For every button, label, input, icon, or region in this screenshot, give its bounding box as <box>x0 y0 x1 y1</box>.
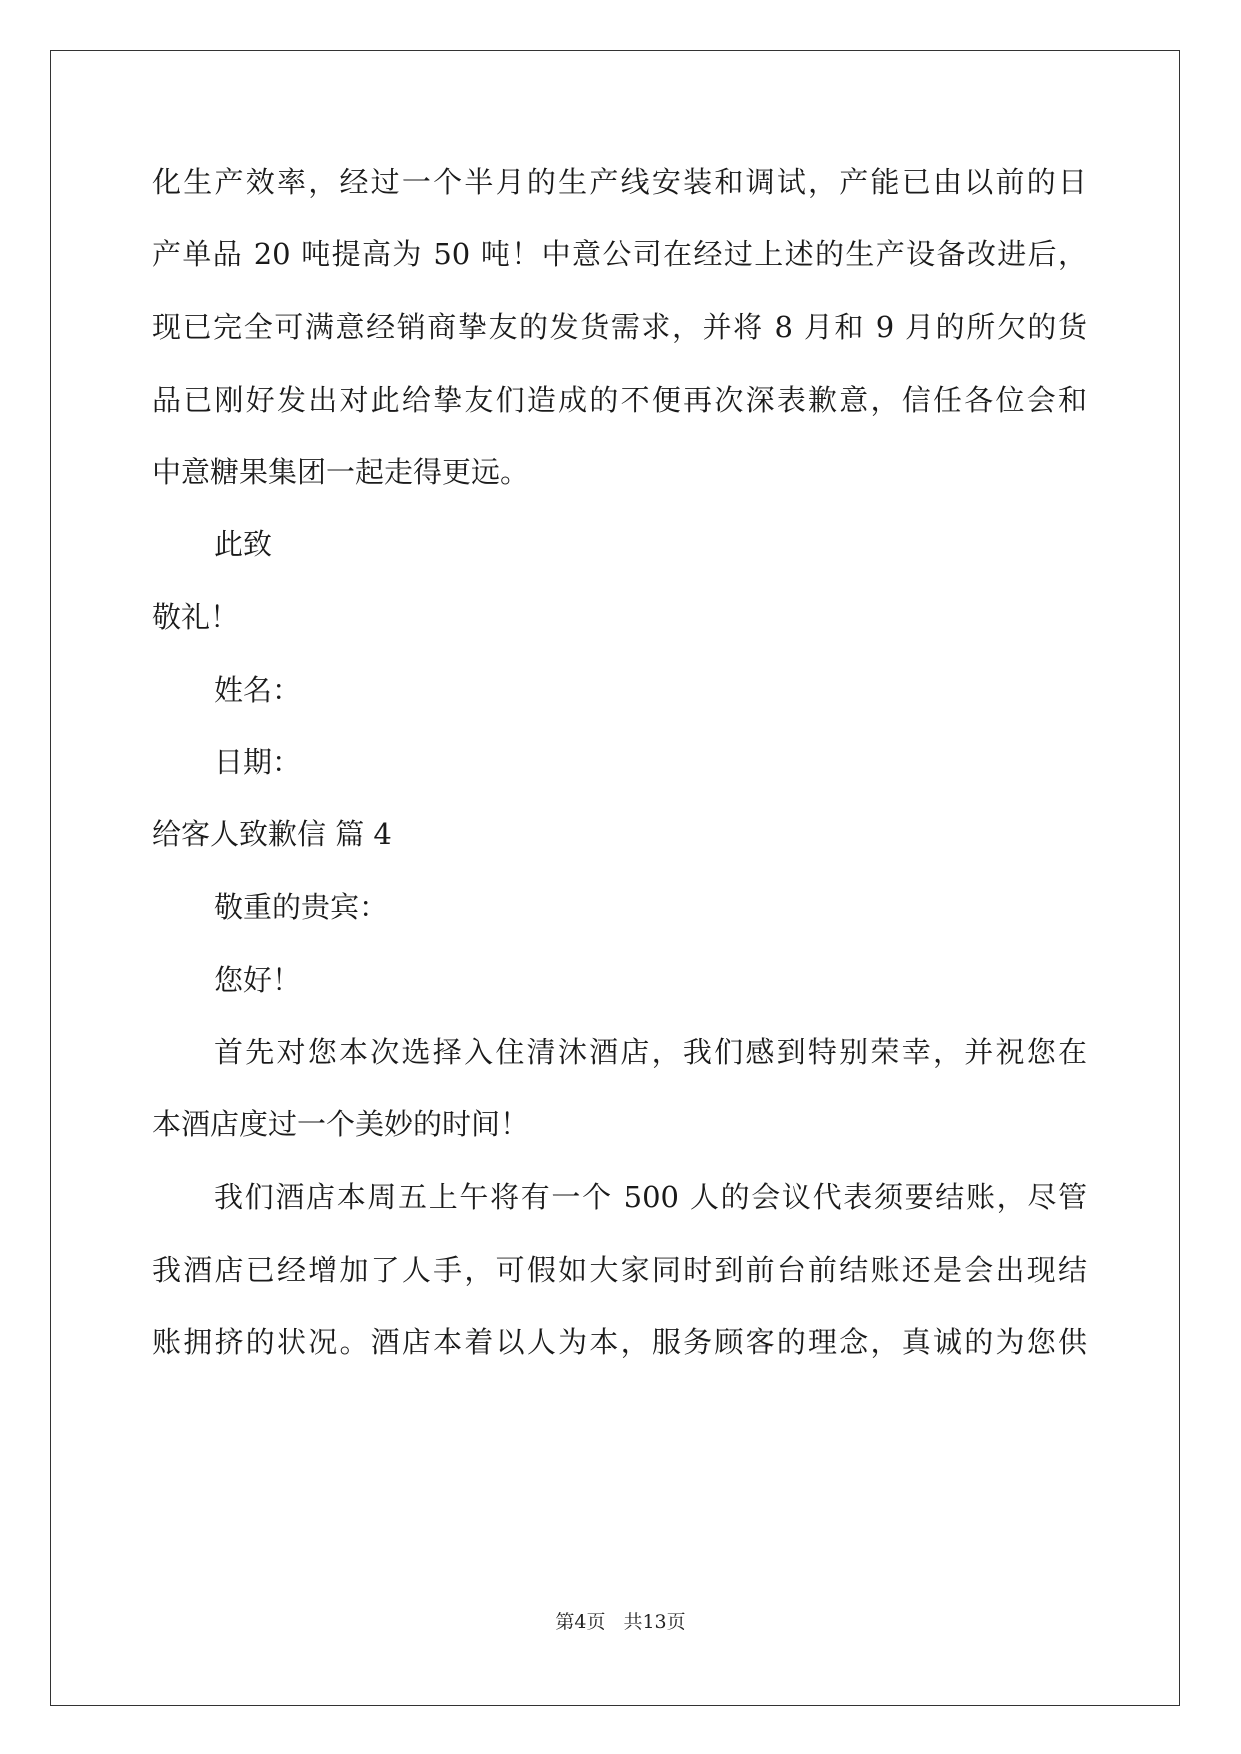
closing-regards: 敬礼！ <box>152 600 240 634</box>
signature-name-label: 姓名： <box>214 673 302 707</box>
page-total: 共13页 <box>623 1611 686 1633</box>
letter-greeting: 敬重的贵宾： <box>214 890 389 924</box>
paragraph-line: 现已完全可满意经销商挚友的发货需求，并将 8 月和 9 月的所欠的货 <box>152 310 1087 344</box>
paragraph-line: 我们酒店本周五上午将有一个 500 人的会议代表须要结账，尽管 <box>214 1180 1087 1214</box>
page-footer <box>0 1610 1241 1634</box>
paragraph-line: 品已刚好发出对此给挚友们造成的不便再次深表歉意，信任各位会和 <box>152 383 1087 417</box>
paragraph-line: 账拥挤的状况。酒店本着以人为本，服务顾客的理念，真诚的为您供 <box>152 1325 1087 1359</box>
paragraph-line: 我酒店已经增加了人手，可假如大家同时到前台前结账还是会出现结 <box>152 1253 1087 1287</box>
signature-date-label: 日期： <box>214 745 302 779</box>
paragraph-line: 化生产效率，经过一个半月的生产线安装和调试，产能已由以前的日 <box>152 165 1087 199</box>
paragraph-line: 首先对您本次选择入住清沐酒店，我们感到特别荣幸，并祝您在 <box>214 1035 1087 1069</box>
paragraph-line: 产单品 20 吨提高为 50 吨！中意公司在经过上述的生产设备改进后， <box>152 237 1087 271</box>
paragraph-line: 中意糖果集团一起走得更远。 <box>152 455 530 489</box>
paragraph-line: 本酒店度过一个美妙的时间！ <box>152 1107 530 1141</box>
closing-salutation: 此致 <box>214 527 273 561</box>
letter-hello: 您好！ <box>214 963 302 997</box>
page-number: 第4页 <box>555 1611 606 1633</box>
section-heading: 给客人致歉信 篇 4 <box>152 817 392 851</box>
page-border <box>50 50 1180 1706</box>
